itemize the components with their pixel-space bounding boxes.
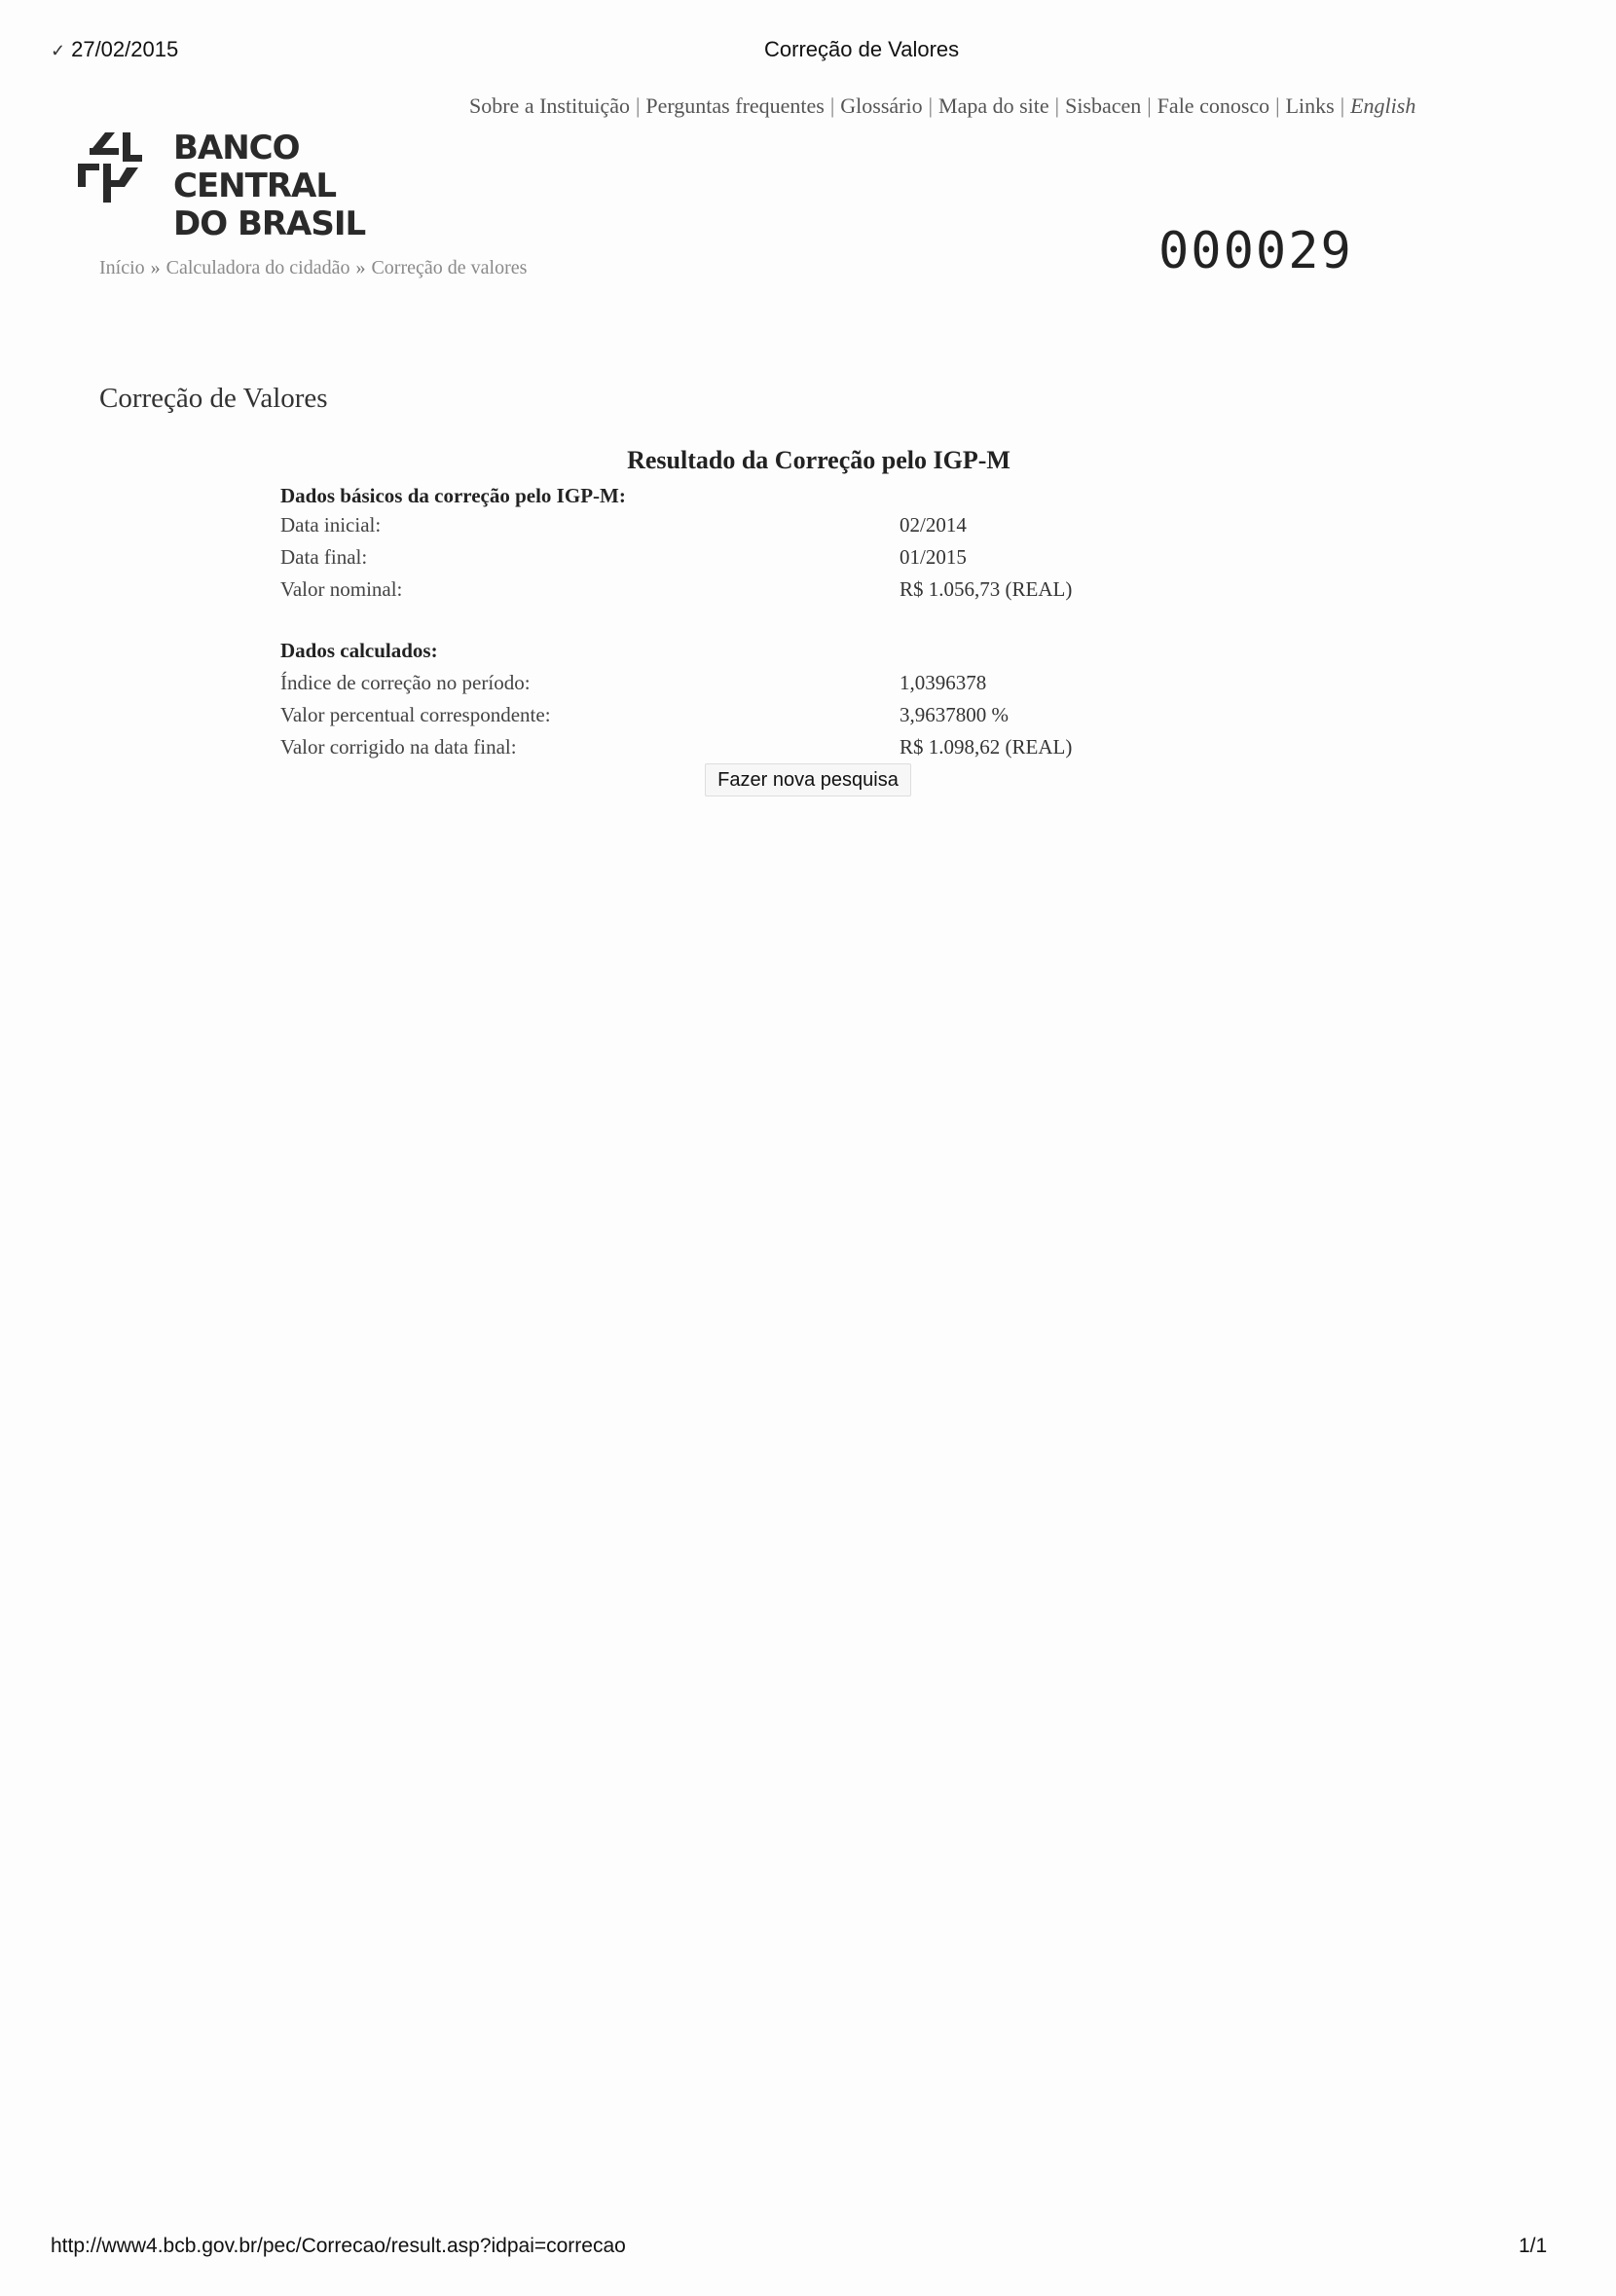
value-data-final: 01/2015 bbox=[900, 545, 967, 569]
breadcrumb-item-inicio[interactable]: Início bbox=[99, 257, 145, 278]
separator: | bbox=[1340, 93, 1345, 118]
result-title bbox=[0, 446, 1616, 475]
calculated-data-heading: Dados calculados: bbox=[280, 639, 438, 662]
page-title: Correção de Valores bbox=[99, 383, 328, 414]
print-title: Correção de Valores bbox=[764, 37, 960, 61]
breadcrumb-separator: » bbox=[355, 257, 366, 278]
pen-mark-icon: ✓ bbox=[51, 41, 66, 60]
link-sobre[interactable]: Sobre a Instituição bbox=[469, 93, 630, 118]
link-english[interactable]: English bbox=[1350, 93, 1416, 118]
label-indice-correcao: Índice de correção no período: bbox=[280, 671, 531, 694]
breadcrumb-item-calculadora[interactable]: Calculadora do cidadão bbox=[165, 257, 350, 278]
value-valor-percentual: 3,9637800 % bbox=[900, 703, 1009, 726]
value-valor-corrigido: R$ 1.098,62 (REAL) bbox=[900, 735, 1073, 759]
link-perguntas[interactable]: Perguntas frequentes bbox=[645, 93, 825, 118]
link-fale-conosco[interactable]: Fale conosco bbox=[1157, 93, 1270, 118]
print-footer-url: http://www4.bcb.gov.br/pec/Correcao/result.asp?idpai=correcao bbox=[51, 2235, 626, 2257]
logo-text bbox=[173, 130, 465, 243]
label-valor-corrigido: Valor corrigido na data final: bbox=[280, 735, 517, 759]
bcb-logo-icon bbox=[76, 125, 169, 212]
separator: | bbox=[928, 93, 934, 118]
breadcrumb-separator: » bbox=[150, 257, 161, 278]
link-links[interactable]: Links bbox=[1285, 93, 1335, 118]
separator: | bbox=[1054, 93, 1060, 118]
logo-line-1: BANCO CENTRAL bbox=[173, 129, 336, 205]
result-title-text: Resultado da Correção pelo IGP-M bbox=[627, 446, 1010, 474]
separator: | bbox=[829, 93, 835, 118]
separator: | bbox=[1147, 93, 1152, 118]
value-data-inicial: 02/2014 bbox=[900, 513, 967, 537]
label-valor-nominal: Valor nominal: bbox=[280, 577, 403, 601]
label-data-final: Data final: bbox=[280, 545, 368, 569]
basic-data-heading: Dados básicos da correção pelo IGP-M: bbox=[280, 484, 626, 507]
value-indice-correcao: 1,0396378 bbox=[900, 671, 987, 694]
link-sisbacen[interactable]: Sisbacen bbox=[1065, 93, 1142, 118]
print-date bbox=[51, 37, 178, 62]
value-valor-nominal: R$ 1.056,73 (REAL) bbox=[900, 577, 1073, 601]
print-date-text: 27/02/2015 bbox=[71, 37, 179, 61]
label-valor-percentual: Valor percentual correspondente: bbox=[280, 703, 551, 726]
new-search-button[interactable]: Fazer nova pesquisa bbox=[705, 763, 911, 796]
separator: | bbox=[1275, 93, 1280, 118]
separator: | bbox=[635, 93, 641, 118]
breadcrumb bbox=[99, 257, 527, 279]
top-links-nav bbox=[469, 93, 1550, 119]
print-header bbox=[0, 37, 1616, 66]
bcb-logo[interactable] bbox=[76, 125, 465, 243]
label-data-inicial: Data inicial: bbox=[280, 513, 382, 537]
print-footer-page-number: 1/1 bbox=[1519, 2235, 1548, 2257]
document-number-stamp: 000029 bbox=[1158, 222, 1353, 280]
logo-line-2: DO BRASIL bbox=[173, 204, 366, 243]
link-glossario[interactable]: Glossário bbox=[840, 93, 923, 118]
breadcrumb-item-correcao: Correção de valores bbox=[371, 257, 528, 278]
link-mapa[interactable]: Mapa do site bbox=[938, 93, 1049, 118]
